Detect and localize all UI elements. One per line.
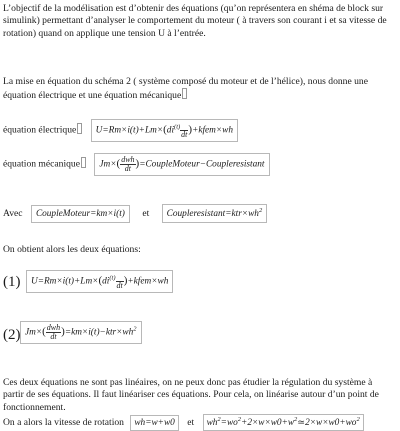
eq-rhs: +kfem×wh [127, 276, 169, 287]
eq-part-b: =wo [220, 418, 238, 428]
paragraph-mise-en-equation-text: La mise en équation du schéma 2 ( système composé du moteur et de l’hélice), nous donne une équation électrique et une équation mécanique [3, 76, 368, 102]
eq-fraction [46, 324, 61, 341]
eq-lhs: Jm× [25, 327, 43, 338]
equation-electrique[interactable]: $U=Rm\times i(t)+Lm\times(di^{(t)}$ dt )+kfem×wh [91, 119, 238, 142]
eq-lhs: Jm× [99, 159, 117, 170]
et2-label: et [187, 416, 195, 428]
avec-row [3, 204, 267, 223]
eq-base: Coupleresistant=ktr×wh [166, 209, 259, 219]
field-marker-icon [182, 88, 187, 99]
eq-part-c: +2×w×w0+w [241, 418, 295, 428]
eq-fraction [116, 273, 124, 290]
eq-rhs: +kfem×wh [192, 125, 234, 136]
eq-den: dt [124, 164, 131, 173]
eq-exp: 2 [217, 416, 221, 423]
equation-2[interactable]: Jm×( $\frac{\text{dwh}}{dt}$ )$=km\times i(t)-ktr\times wh^2$ [20, 321, 142, 344]
vitesse-row [3, 414, 364, 431]
equation-couple-resistant[interactable] [162, 204, 268, 223]
equation-1-wrapper [26, 270, 173, 293]
eq-dt: dt [116, 281, 123, 290]
eq-fraction [120, 156, 135, 173]
et-label: et [142, 207, 150, 219]
eq-t: (t) [174, 123, 181, 131]
equation-wh-carre[interactable] [203, 414, 364, 431]
eq-dt: dt [181, 130, 188, 139]
eq-di: di [102, 276, 110, 287]
paragraph-non-lineaire: Ces deux équations ne sont pas linéaires, on ne peux donc pas étudier la régulation du système à partir de ses équations. Il faut linéariser ces équations. Pour cela, on linéarise autour d’un point de fonctionnement. [3, 377, 379, 413]
equation-couple-moteur[interactable]: CoupleMoteur=km×i(t) [31, 205, 130, 223]
eq-part-d: ≃2×w×w0+wo [297, 418, 357, 428]
equation-mecanique[interactable]: Jm×( $\frac{\text{dwh}}{dt}$ )=CoupleMoteur−Coupleresistant [94, 153, 269, 176]
eq-rhs: =km×i(t)−ktr×wh [64, 327, 134, 338]
equation-electrique-label: équation électrique [3, 124, 77, 136]
eq-rhs: =CoupleMoteur−Coupleresistant [139, 159, 265, 170]
eq-part-a: wh [206, 418, 218, 428]
eq-exp: 2 [237, 416, 242, 423]
eq-num: dwh [121, 155, 135, 164]
equation-1[interactable]: $U=Rm\times i(t)+Lm\times(di^{(t)}$ dt )+kfem×wh [26, 270, 173, 293]
eq-t: (t) [109, 274, 116, 282]
field-marker-icon [77, 123, 82, 134]
vitesse-label: On a alors la vitesse de rotation [3, 416, 124, 428]
eq-num: dwh [46, 323, 61, 332]
eq-lhs: U=Rm×i(t)+Lm× [95, 125, 164, 136]
equation-mecanique-label: équation mécanique [3, 158, 80, 170]
eq-exp: 2 [294, 416, 298, 423]
eq-lhs: U=Rm×i(t)+Lm× [31, 276, 99, 287]
equation-wh[interactable]: wh=w+w0 [130, 415, 178, 431]
equation-2-wrapper [20, 321, 142, 344]
equation-1-number: (1) [3, 274, 21, 290]
eq-di: di [166, 125, 175, 136]
paragraph-mise-en-equation [3, 76, 395, 103]
equation-electrique-row [3, 119, 238, 142]
equation-mecanique-row [3, 153, 270, 176]
eq-exp: 2 [356, 416, 360, 423]
eq-exp: 2 [258, 207, 263, 214]
eq-exp: 2 [133, 325, 137, 333]
paragraph-objectif: L’objectif de la modélisation est d’obtenir des équations (qu’on représentera en shéma de block sur simulink) permettant d’analyser le comportement du moteur ( à travers son courant i et sa vitesse de rotation) quand on applique une tension U à l’entrée. [3, 3, 387, 39]
field-marker-icon [81, 157, 86, 168]
eq-den: dt [50, 332, 57, 341]
paragraph-deux-equations: On obtient alors les deux équations: [3, 244, 141, 255]
avec-label: Avec [3, 207, 23, 219]
equation-2-number: (2) [3, 327, 21, 343]
